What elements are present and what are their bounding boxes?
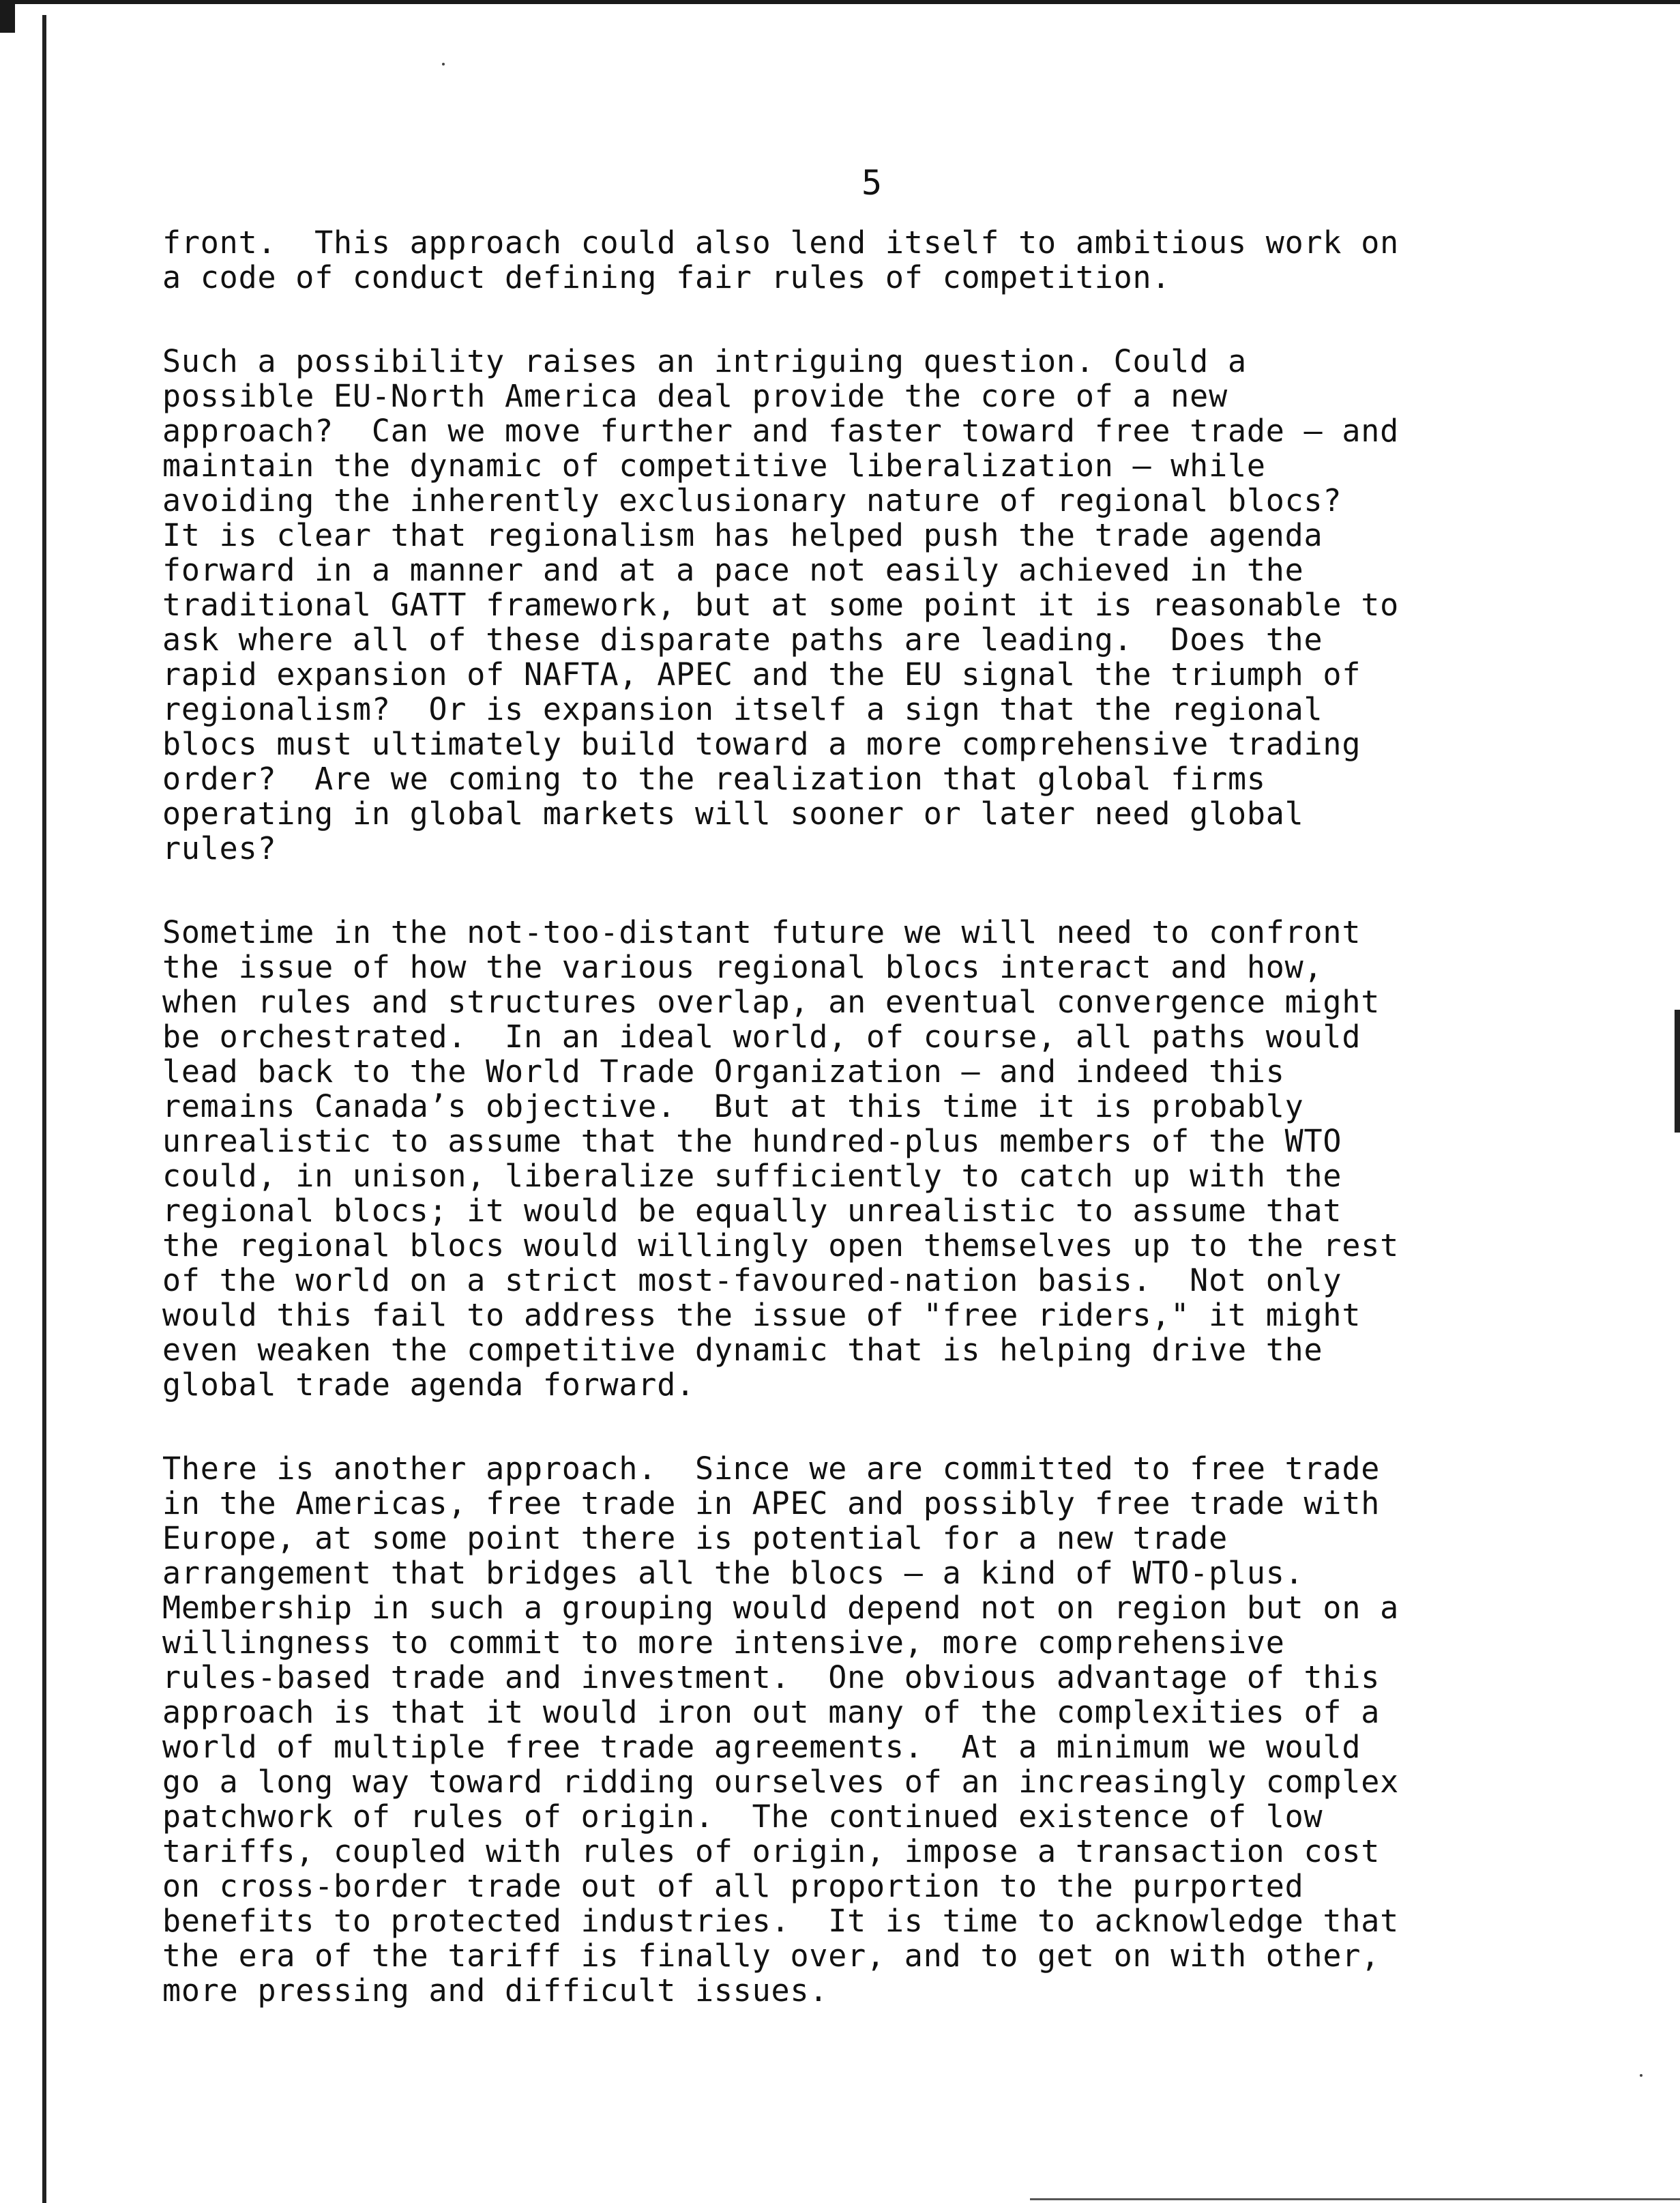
paragraph xyxy=(162,225,1581,295)
text-line: the regional blocs would willingly open themselves up to the rest xyxy=(162,1227,1399,1264)
text-line: regionalism? Or is expansion itself a sign that the regional xyxy=(162,691,1323,727)
text-line: operating in global markets will sooner or later need global xyxy=(162,796,1304,832)
text-line: rapid expansion of NAFTA, APEC and the EU signal the triumph of xyxy=(162,656,1361,692)
text-line: in the Americas, free trade in APEC and possibly free trade with xyxy=(162,1485,1381,1521)
text-line: There is another approach. Since we are committed to free trade xyxy=(162,1450,1381,1487)
text-line: on cross-border trade out of all proportion to the purported xyxy=(162,1868,1304,1904)
text-line: could, in unison, liberalize sufficiently to catch up with the xyxy=(162,1158,1342,1194)
text-line: Membership in such a grouping would depend not on region but on a xyxy=(162,1590,1399,1626)
text-line: world of multiple free trade agreements. At a minimum we would xyxy=(162,1729,1361,1765)
scan-margin-line xyxy=(42,15,46,2203)
text-line: front. This approach could also lend itself to ambitious work on xyxy=(162,224,1399,261)
text-line: unrealistic to assume that the hundred-plus members of the WTO xyxy=(162,1123,1342,1159)
text-line: more pressing and difficult issues. xyxy=(162,1972,829,2009)
text-line: when rules and structures overlap, an eventual convergence might xyxy=(162,984,1381,1020)
text-line: It is clear that regionalism has helped push the trade agenda xyxy=(162,517,1323,553)
text-line: Such a possibility raises an intriguing question. Could a xyxy=(162,343,1247,379)
text-line: even weaken the competitive dynamic that is helping drive the xyxy=(162,1332,1323,1368)
text-line: benefits to protected industries. It is time to acknowledge that xyxy=(162,1903,1399,1939)
page-number: 5 xyxy=(861,163,883,203)
text-line: tariffs, coupled with rules of origin, impose a transaction cost xyxy=(162,1833,1381,1869)
text-line: forward in a manner and at a pace not easily achieved in the xyxy=(162,552,1304,588)
text-line: avoiding the inherently exclusionary nature of regional blocs? xyxy=(162,482,1342,519)
text-line: blocs must ultimately build toward a more comprehensive trading xyxy=(162,726,1361,762)
text-line: order? Are we coming to the realization that global firms xyxy=(162,761,1266,797)
text-line: regional blocs; it would be equally unrealistic to assume that xyxy=(162,1193,1342,1229)
scan-edge-top xyxy=(0,0,1680,4)
paragraph xyxy=(162,344,1581,866)
text-line: a code of conduct defining fair rules of competition. xyxy=(162,259,1171,295)
text-line: global trade agenda forward. xyxy=(162,1367,695,1403)
scan-right-edge xyxy=(1675,1010,1680,1133)
text-line: the issue of how the various regional blocs interact and how, xyxy=(162,949,1323,985)
text-line: traditional GATT framework, but at some point it is reasonable to xyxy=(162,587,1399,623)
scan-edge-corner xyxy=(0,0,15,33)
body-text xyxy=(162,225,1581,2057)
text-line: would this fail to address the issue of "free riders," it might xyxy=(162,1297,1361,1333)
text-line: of the world on a strict most-favoured-nation basis. Not only xyxy=(162,1262,1342,1298)
text-line: arrangement that bridges all the blocs — a kind of WTO-plus. xyxy=(162,1555,1304,1591)
text-line: Sometime in the not-too-distant future we will need to confront xyxy=(162,914,1361,950)
scan-speck xyxy=(1640,2074,1642,2077)
text-line: maintain the dynamic of competitive liberalization — while xyxy=(162,448,1266,484)
text-line: rules? xyxy=(162,830,277,866)
scan-speck xyxy=(442,63,445,65)
text-line: remains Canada’s objective. But at this time it is probably xyxy=(162,1088,1304,1124)
text-line: patchwork of rules of origin. The continued existence of low xyxy=(162,1798,1323,1835)
text-line: approach is that it would iron out many of the complexities of a xyxy=(162,1694,1381,1730)
text-line: the era of the tariff is finally over, and to get on with other, xyxy=(162,1938,1381,1974)
text-line: ask where all of these disparate paths are leading. Does the xyxy=(162,622,1323,658)
scan-bottom-edge xyxy=(1030,2198,1680,2200)
text-line: be orchestrated. In an ideal world, of course, all paths would xyxy=(162,1019,1361,1055)
text-line: rules-based trade and investment. One obvious advantage of this xyxy=(162,1659,1381,1695)
text-line: approach? Can we move further and faster toward free trade — and xyxy=(162,413,1399,449)
text-line: possible EU-North America deal provide the core of a new xyxy=(162,378,1228,414)
text-line: go a long way toward ridding ourselves of an increasingly complex xyxy=(162,1764,1399,1800)
text-line: Europe, at some point there is potential for a new trade xyxy=(162,1520,1228,1556)
paragraph xyxy=(162,915,1581,1402)
text-line: willingness to commit to more intensive, more comprehensive xyxy=(162,1624,1285,1661)
text-line: lead back to the World Trade Organization — and indeed this xyxy=(162,1053,1285,1090)
paragraph xyxy=(162,1451,1581,2008)
